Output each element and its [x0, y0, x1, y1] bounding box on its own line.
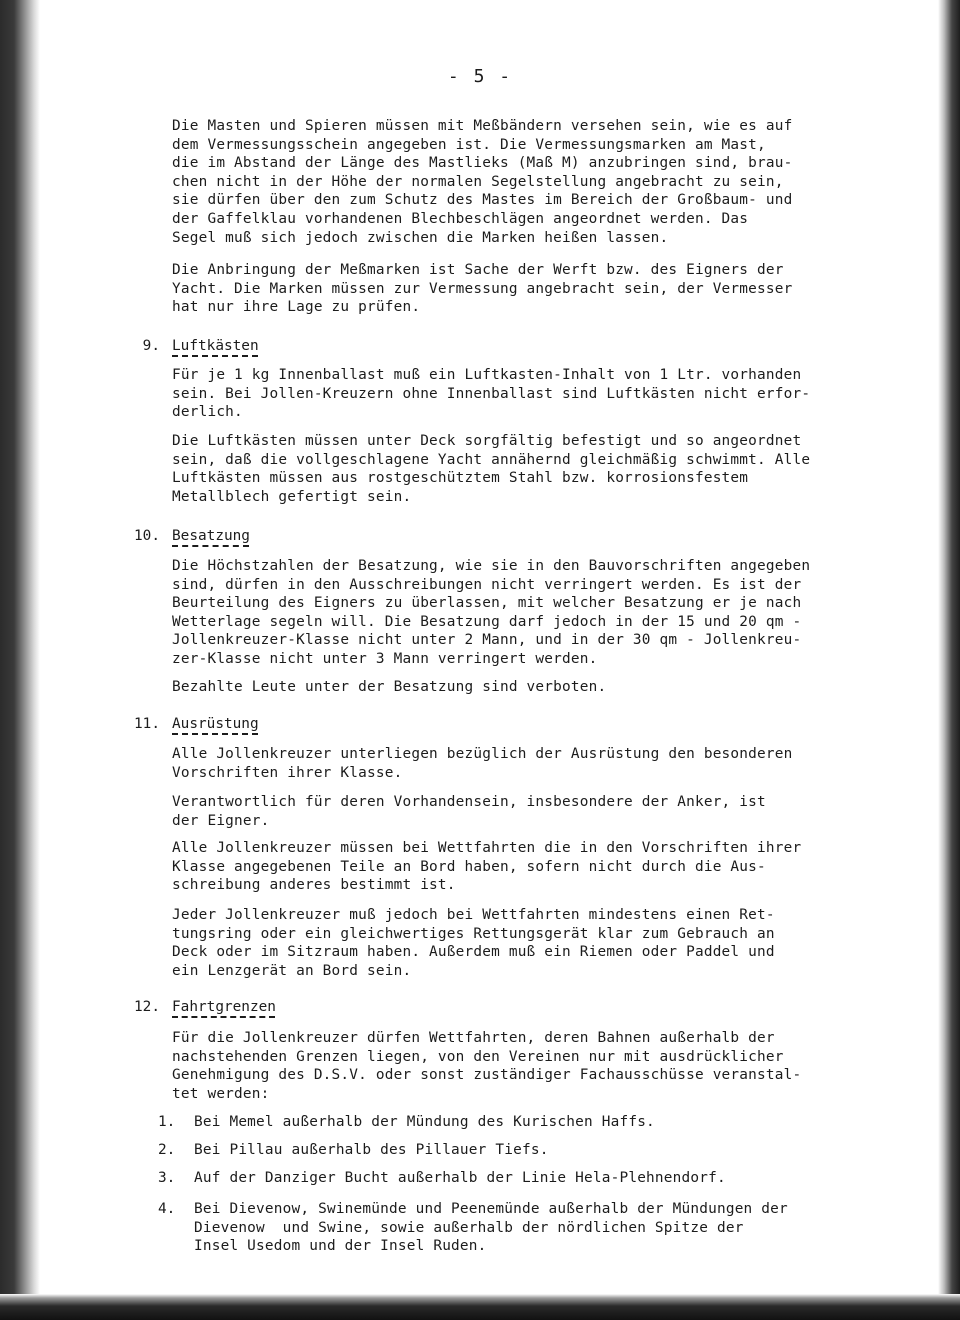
- list-item-3-number: 3.: [158, 1170, 176, 1186]
- list-item-4-text: Bei Dievenow, Swinemünde und Peenemünde außerhalb der Mündungen der Dievenow und Swine, sowie außerhalb der nördlichen Spitze der Insel Usedom und der Insel Ruden.: [194, 1201, 788, 1255]
- section-10-paragraph-1: Die Höchstzahlen der Besatzung, wie sie in den Bauvorschriften angegeben sind, dürfen in den Ausschreibungen nicht verringert werden. Es ist der Beurteilung des Eigners zu überlassen, mit welcher Besatzung er je nach Wetterlage segeln will. Die Besatzung darf jedoch in der 15 und 20 qm - Jollenkreuzer-Klasse nicht unter 2 Mann, und in der 30 qm - Jollenkreu- zer-Klasse nicht unter 3 Mann verringert werden.: [172, 558, 811, 667]
- list-item-1-number: 1.: [158, 1114, 176, 1130]
- section-9-title: Luftkästen: [172, 338, 259, 354]
- section-10-number: 10.: [134, 528, 160, 544]
- section-11-paragraph-2: Verantwortlich für deren Vorhandensein, insbesondere der Anker, ist der Eigner.: [172, 794, 766, 829]
- section-12-number: 12.: [134, 999, 160, 1015]
- section-9-paragraph-2: Die Luftkästen müssen unter Deck sorgfältig befestigt und so angeordnet sein, daß die vollgeschlagene Yacht annähernd gleichmäßig schwimmt. Alle Luftkästen müssen aus rostgeschütztem Stahl bzw. korrosionsfestem Metallblech gefertigt sein.: [172, 433, 811, 505]
- list-item-2-number: 2.: [158, 1142, 176, 1158]
- section-11-paragraph-1: Alle Jollenkreuzer unterliegen bezüglich der Ausrüstung den besonderen Vorschriften ihrer Klasse.: [172, 746, 793, 781]
- list-item-4-number: 4.: [158, 1201, 176, 1217]
- list-item-2-text: Bei Pillau außerhalb des Pillauer Tiefs.: [194, 1142, 549, 1158]
- list-item-1-text: Bei Memel außerhalb der Mündung des Kurischen Haffs.: [194, 1114, 655, 1130]
- scan-right-edge: [938, 0, 960, 1320]
- scan-bottom-edge: [0, 1294, 960, 1320]
- section-11-paragraph-4: Jeder Jollenkreuzer muß jedoch bei Wettfahrten mindestens einen Ret- tungsring oder ein gleichwertiges Rettungsgerät klar zum Gebrauch an Deck oder im Sitzraum haben. Außerdem muß ein Riemen oder Paddel und ein Lenzgerät an Bord sein.: [172, 907, 775, 979]
- list-item-3-text: Auf der Danziger Bucht außerhalb der Linie Hela-Plehnendorf.: [194, 1170, 726, 1186]
- page-number: - 5 -: [447, 66, 513, 87]
- section-12-title: Fahrtgrenzen: [172, 999, 276, 1015]
- section-11-title: Ausrüstung: [172, 716, 259, 732]
- section-10-paragraph-2: Bezahlte Leute unter der Besatzung sind verboten.: [172, 679, 607, 695]
- section-12-paragraph-1: Für die Jollenkreuzer dürfen Wettfahrten, deren Bahnen außerhalb der nachstehenden Grenzen liegen, von den Vereinen nur mit ausdrücklicher Genehmigung des D.S.V. oder sonst zuständiger Fachausschüsse veranstal- tet werden:: [172, 1030, 802, 1102]
- intro-paragraph-1: Die Masten und Spieren müssen mit Meßbändern versehen sein, wie es auf dem Vermessungsschein angegeben ist. Die Vermessungsmarken am Mast, die im Abstand der Länge des Mastlieks (Maß M) anzubringen sind, brau- chen nicht in der Höhe der normalen Segelstellung angebracht zu sein, sie dürfen über den zum Schutz des Mastes im Bereich der Großbaum- und der Gaffelklau vorhandenen Blechbeschlägen angeordnet werden. Das Segel muß sich jedoch zwischen die Marken heißen lassen.: [172, 118, 793, 246]
- section-11-paragraph-3: Alle Jollenkreuzer müssen bei Wettfahrten die in den Vorschriften ihrer Klasse angegebenen Teile an Bord haben, sofern nicht durch die Aus- schreibung anderes bestimmt ist.: [172, 840, 802, 894]
- section-9-number: 9.: [142, 338, 160, 354]
- section-10-title: Besatzung: [172, 528, 250, 544]
- section-9-paragraph-1: Für je 1 kg Innenballast muß ein Luftkasten-Inhalt von 1 Ltr. vorhanden sein. Bei Jollen-Kreuzern ohne Innenballast sind Luftkästen nicht erfor- derlich.: [172, 367, 811, 421]
- intro-paragraph-2: Die Anbringung der Meßmarken ist Sache der Werft bzw. des Eigners der Yacht. Die Marken müssen zur Vermessung angebracht sein, der Vermesser hat nur ihre Lage zu prüfen.: [172, 262, 793, 316]
- scan-left-edge: [0, 0, 40, 1320]
- section-11-number: 11.: [134, 716, 160, 732]
